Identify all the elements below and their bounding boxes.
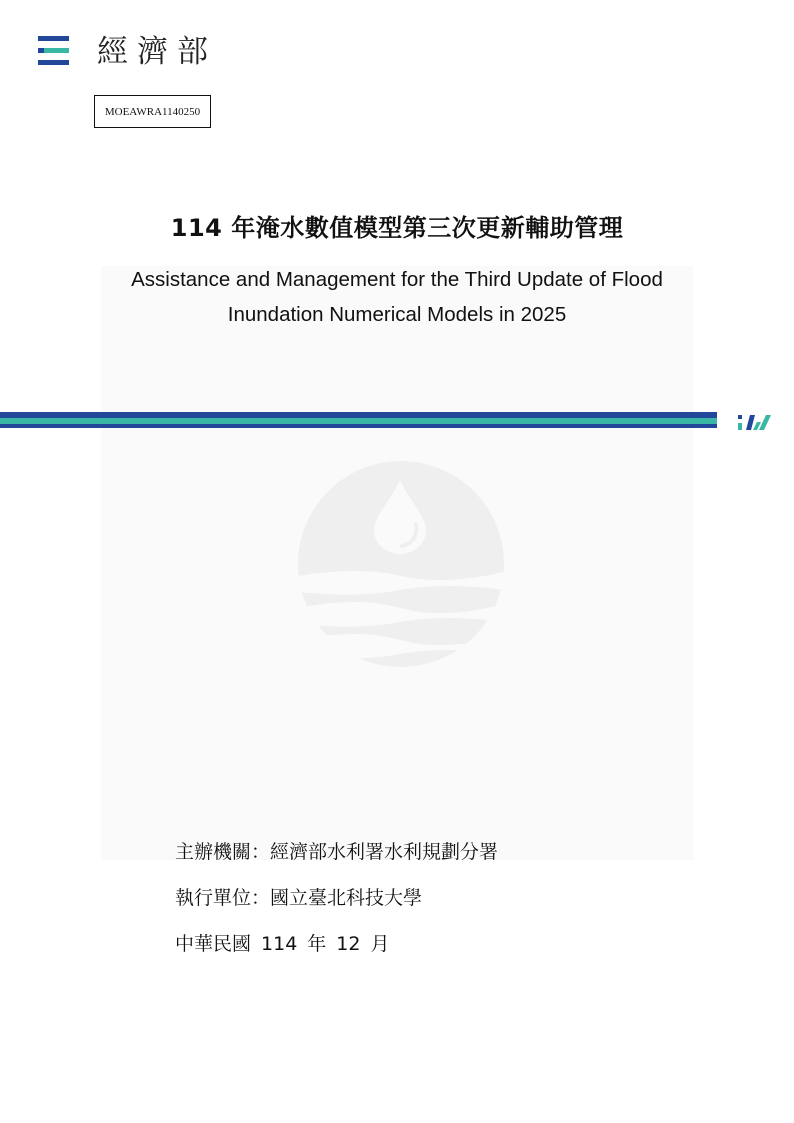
agency-mark-icon [736,412,774,432]
report-title-english [0,262,794,332]
report-title-chinese: 114 年淹水數值模型第三次更新輔助管理 [170,214,624,242]
water-drop-waves-icon [298,458,504,670]
organizer-value: 經濟部水利署水利規劃分署 [270,841,499,863]
executor-label: 執行單位： [175,887,271,909]
title-en-line-1: Assistance and Management for the Third Update of Flood [131,268,663,291]
date-year: 114 [261,933,298,955]
date-month-unit: 月 [370,933,390,955]
date-line [175,931,390,957]
executor-line [175,885,422,911]
organizer-line [175,839,498,865]
date-month: 12 [336,933,361,955]
title-en-line-2: Inundation Numerical Models in 2025 [227,303,567,326]
ministry-name: 經濟部 [97,34,217,70]
decorative-stripes [0,412,717,428]
date-era: 中華民國 [175,933,252,955]
ministry-logo-icon [38,36,70,66]
executor-value: 國立臺北科技大學 [270,887,423,909]
stripe-blue-bottom [0,424,717,428]
date-year-unit: 年 [307,933,327,955]
organizer-label: 主辦機關： [175,841,271,863]
document-code-box: MOEAWRA1140250 [94,95,211,128]
